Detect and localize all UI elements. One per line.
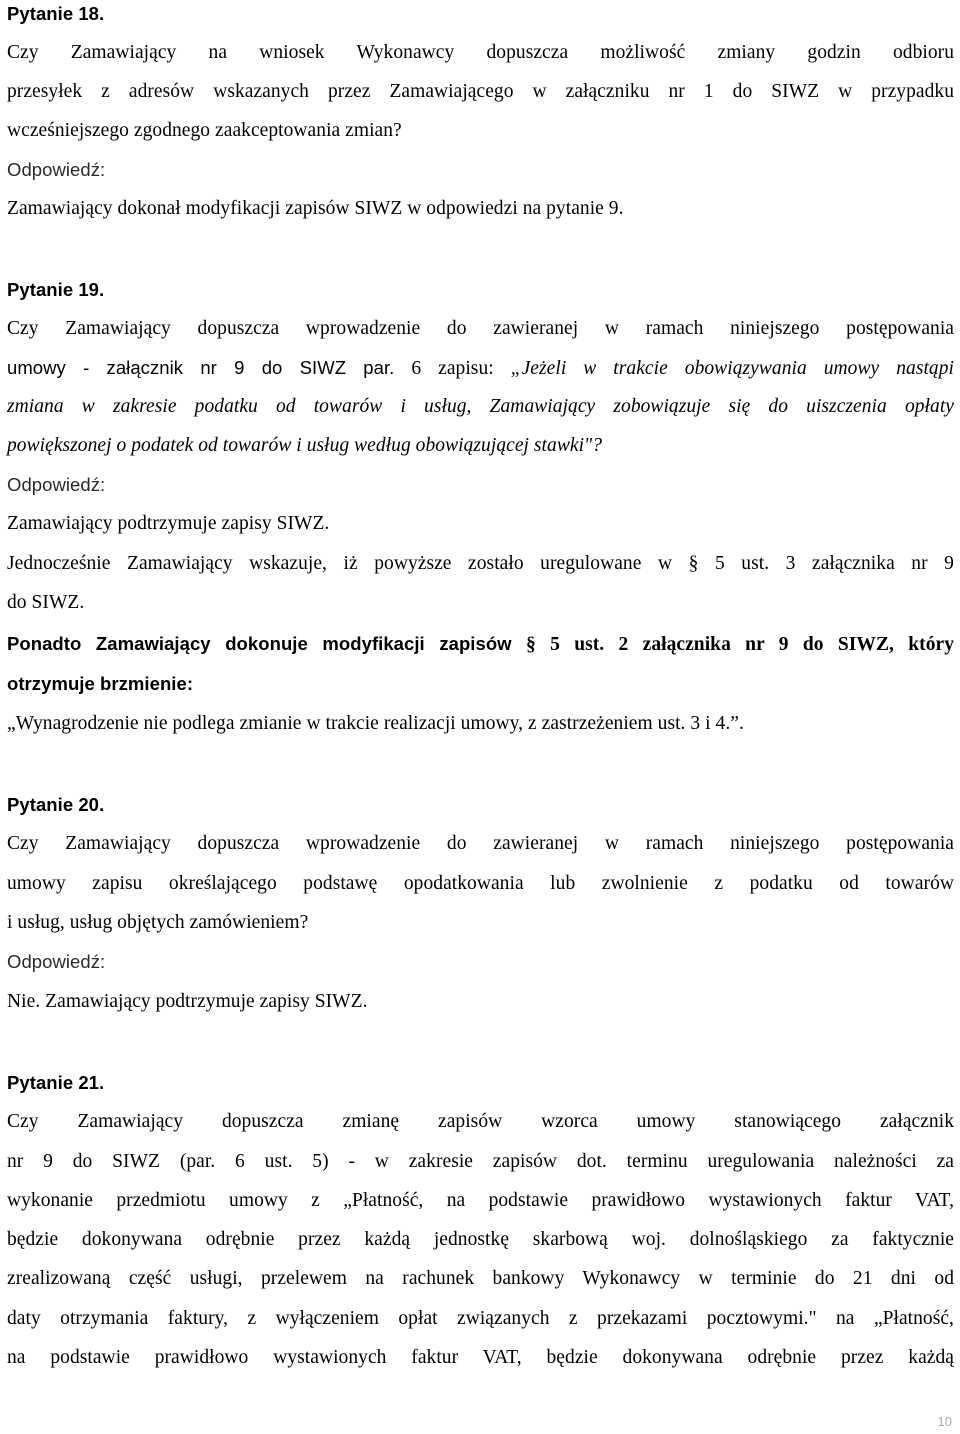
question-19-modification-part: Ponadto Zamawiający dokonuje modyfikacji zapisów bbox=[7, 633, 512, 654]
question-21-text-line: na podstawie prawidłowo wystawionych faktur VAT, będzie dokonywana odrębnie przez każdą bbox=[7, 1347, 954, 1368]
question-19-answer: Zamawiający podtrzymuje zapisy SIWZ. bbox=[7, 513, 330, 534]
question-19-text-mid: 6 zapisu: bbox=[394, 358, 511, 379]
page-number: 10 bbox=[937, 1414, 952, 1429]
question-19-text-line: zmiana w zakresie podatku od towarów i usług, Zamawiający zobowiązuje się do uiszczenia opłaty bbox=[7, 396, 954, 417]
question-19-answer-line: do SIWZ. bbox=[7, 592, 85, 613]
question-21-text-line: wykonanie przedmiotu umowy z „Płatność, na podstawie prawidłowo wystawionych faktur VAT, bbox=[7, 1190, 954, 1211]
question-21-text-line: nr 9 do SIWZ (par. 6 ust. 5) - w zakresie zapisów dot. terminu uregulowania należności za bbox=[7, 1151, 954, 1172]
question-19-modification-part: § 5 ust. 2 załącznika nr 9 do SIWZ, który bbox=[525, 634, 954, 655]
question-19-text-line: Czy Zamawiający dopuszcza wprowadzenie do zawieranej w ramach niniejszego postępowania bbox=[7, 318, 954, 339]
question-21-text-line: będzie dokonywana odrębnie przez każdą jednostkę skarbową woj. dolnośląskiego za faktycznie bbox=[7, 1229, 954, 1250]
question-19-answer-line bbox=[7, 552, 954, 576]
question-19-modification-line bbox=[7, 632, 954, 657]
question-19-text-plain: umowy - załącznik nr 9 do SIWZ par. bbox=[7, 357, 395, 378]
question-19-text-line bbox=[7, 356, 954, 381]
question-18-answer: Zamawiający dokonał modyfikacji zapisów SIWZ w odpowiedzi na pytanie 9. bbox=[7, 198, 624, 219]
question-18-text-line: Czy Zamawiający na wniosek Wykonawcy dopuszcza możliwość zmiany godzin odbioru bbox=[7, 42, 954, 63]
question-20-answer-label: Odpowiedź: bbox=[7, 951, 106, 972]
question-19-answer-part: Jednocześnie Zamawiający wskazuje, iż powyższe zostało uregulowane w bbox=[7, 553, 673, 574]
question-21-text-line: Czy Zamawiający dopuszcza zmianę zapisów wzorca umowy stanowiącego załącznik bbox=[7, 1111, 954, 1132]
question-19-heading: Pytanie 19. bbox=[7, 279, 105, 300]
question-19-text-line: powiększonej o podatek od towarów i usług według obowiązującej stawki"? bbox=[7, 435, 603, 456]
question-19-text-italic: „Jeżeli w trakcie obowiązywania umowy nastąpi bbox=[510, 358, 954, 379]
question-21-text-line: daty otrzymania faktury, z wyłączeniem opłat związanych z przekazami pocztowymi." na „Płatność, bbox=[7, 1308, 954, 1329]
question-20-text-line: i usług, usług objętych zamówieniem? bbox=[7, 912, 309, 933]
question-20-heading: Pytanie 20. bbox=[7, 794, 105, 815]
question-19-answer-part: § 5 ust. 3 załącznika nr 9 bbox=[688, 553, 954, 574]
question-18-text-line: wcześniejszego zgodnego zaakceptowania zmian? bbox=[7, 120, 402, 141]
question-19-answer-label: Odpowiedź: bbox=[7, 474, 106, 495]
question-20-text-line: Czy Zamawiający dopuszcza wprowadzenie do zawieranej w ramach niniejszego postępowania bbox=[7, 833, 954, 854]
question-21-heading: Pytanie 21. bbox=[7, 1072, 105, 1093]
question-18-heading: Pytanie 18. bbox=[7, 3, 105, 24]
question-20-answer: Nie. Zamawiający podtrzymuje zapisy SIWZ. bbox=[7, 991, 368, 1012]
question-21-text-line: zrealizowaną część usługi, przelewem na rachunek bankowy Wykonawcy w terminie do 21 dni od bbox=[7, 1268, 954, 1289]
question-18-answer-label: Odpowiedź: bbox=[7, 159, 106, 180]
question-18-text-line: przesyłek z adresów wskazanych przez Zamawiającego w załączniku nr 1 do SIWZ w przypadku bbox=[7, 81, 954, 102]
question-19-new-wording: „Wynagrodzenie nie podlega zmianie w trakcie realizacji umowy, z zastrzeżeniem ust. 3 i 4.”. bbox=[7, 713, 744, 734]
question-19-modification-line: otrzymuje brzmienie: bbox=[7, 673, 194, 694]
question-20-text-line: umowy zapisu określającego podstawę opodatkowania lub zwolnienie z podatku od towarów bbox=[7, 873, 954, 894]
